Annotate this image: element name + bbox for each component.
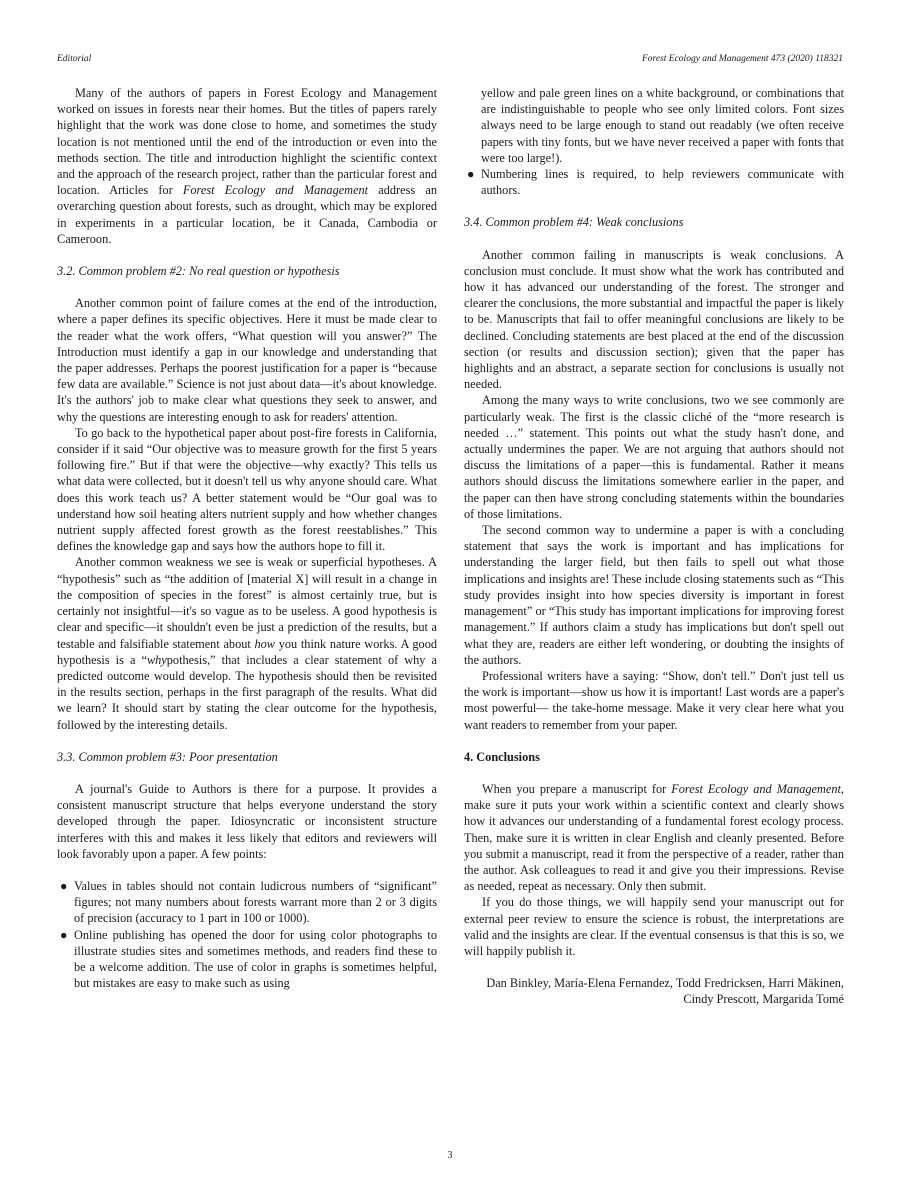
section-3-4-paragraph-1: Another common failing in manuscripts is weak conclusions. A conclusion must conclude. It must show what the work has contributed and how it has advanced our understanding of the forest. The stronger and clearer the conclusions, the more substantial and impactful the paper is likely to be. Manuscripts that fail to offer meaningful conclusions are likely to be declined. Concluding statements are best placed at the end of the discussion section (or results and discussion section); given that the paper has highlights and an abstract, a separate section for conclusions is usually not needed.	[464, 247, 844, 392]
running-head	[57, 52, 843, 66]
section-4-heading: 4. Conclusions	[464, 749, 540, 764]
section-3-2-paragraph-1: Another common point of failure comes at the end of the introduction, where a paper defines its specific objectives. Here it must be made clear to the reader what the work offers, “What question will you answer?” The Introduction must identify a gap in our knowledge and understanding that the paper addresses. Perhaps the poorest justification for a paper is “because few data are available.” Science is not just about data—it's about knowledge. It's the authors' job to make clear what questions they seek to answer, and why the questions are interesting enough to ask for readers' attention.	[57, 296, 437, 424]
bullet-item-color-continued: yellow and pale green lines on a white background, or combinations that are indistinguishable to people who see only limited colors. Font sizes always need to be large enough to stand out readably (we often receive papers with tiny fonts, but we have never received a paper with fonts that were too large!).	[481, 86, 844, 165]
right-column	[464, 85, 844, 1008]
presentation-bullet-list	[57, 878, 437, 991]
section-3-2-paragraph-3: Another common weakness we see is weak or superficial hypotheses. A “hypothesis” such as “the addition of [material X] will result in a change in the composition of species in the forest” is almost certainly true, but is certainly not insightful—it's so vague as to be useless. A good hypothesis is clear and specific—it shouldn't even be just a prediction of the results, but a testable and falsifiable statement about how you think nature works. A good hypothesis is a “whypothesis,” that includes a clear statement of why a predicted outcome would develop. The hypothesis should then be revisited in the results section, perhaps in the first paragraph of the results. What did we learn? It should start by stating the clear outcome for the hypothesis, followed by the interesting details.	[57, 555, 437, 732]
section-4-paragraph-2: If you do those things, we will happily send your manuscript out for external peer review to ensure the science is robust, the interpretations are valid and the insights are clear. If the eventual consensus is that this is so, we will happily publish it.	[464, 895, 844, 958]
author-list	[464, 975, 844, 1007]
bullet-item-tables: ● Values in tables should not contain ludicrous numbers of “significant” figures; not many numbers about forests warrant more than 2 or 3 digits of precision (accuracy to 1 part in 100 or 1000).	[60, 878, 437, 926]
author-line-1: Dan Binkley, María-Elena Fernandez, Todd Fredricksen, Harri Mäkinen,	[486, 976, 844, 991]
bullet-icon: ●	[60, 927, 68, 942]
running-head-journal-section: Editorial	[57, 54, 92, 64]
bullet-item-color: ● Online publishing has opened the door for using color photographs to illustrate studies sites and sometimes methods, and readers find these to be a welcome addition. The use of color in graphs is sometimes helpful, but mistakes are easy to make such as using	[60, 927, 437, 991]
running-head-citation: Forest Ecology and Management 473 (2020) 118321	[641, 54, 843, 64]
section-3-3-paragraph-1: A journal's Guide to Authors is there for a purpose. It provides a consistent manuscript structure that helps everyone understand the story developed through the paper. Idiosyncratic or inconsistent structure interferes with this and makes it less likely that editors and reviewers will look favorably upon a paper. A few points:	[57, 781, 437, 861]
page-number: 3	[447, 1150, 453, 1161]
section-3-4-paragraph-2: Among the many ways to write conclusions, two we see commonly are particularly weak. The first is the classic cliché of the “more research is needed …” statement. This points out what the study hasn't done, and actually undermines the paper. We are not arguing that authors should not discuss the limitations of a paper—this is fundamental. Rather it means authors should discuss the limitations somewhere earlier in the paper, and the paper can then have strong concluding statements within the boundaries of those limitations.	[464, 393, 844, 521]
bullet-item-line-numbering: ● Numbering lines is required, to help reviewers communicate with authors.	[467, 167, 844, 198]
section-3-4-paragraph-3: The second common way to undermine a paper is with a concluding statement that says the work is important and has implications for understanding the larger field, but then fails to spell out what those implications and insights are! These include closing statements such as “This study provides insight into how species diversity is important in forest management” or “This study has important implications for improving forest management.” If authors claim a study has implications but don't spell out what they are, readers are either left wondering, or doubting the insights of the authors.	[464, 523, 844, 667]
section-3-3-heading: 3.3. Common problem #3: Poor presentation	[57, 749, 278, 764]
left-column	[57, 85, 437, 991]
section-3-4-paragraph-4: Professional writers have a saying: “Show, don't tell.” Don't just tell us the work is important—show us how it is important! Last words are a paper's most powerful— the take-home message. Make it very clear here what you want readers to remember from your paper.	[464, 668, 844, 732]
bullet-icon: ●	[467, 167, 475, 182]
intro-paragraph: Many of the authors of papers in Forest Ecology and Management worked on issues in forests near their homes. But the titles of papers rarely highlight that the work was done close to home, and sometimes the study location is not mentioned until the end of the introduction or even into the methods section. The title and introduction highlight the scientific context and the approach of the research project, rather than the particular forest and location. Articles for Forest Ecology and Management address an overarching question about forests, such as drought, which may be explored in experiments in a particular location, be it Canada, Cambodia or Cameroon.	[57, 86, 437, 246]
section-4-paragraph-1: When you prepare a manuscript for Forest Ecology and Management, make sure it puts your work within a scientific context and clearly shows how it advances our understanding of a fundamental forest ecology process. Then, make sure it is written in clear English and cleanly presented. Before you submit a manuscript, read it from the perspective of a reader, rather than the author. Ask colleagues to read it and give you their impressions. Revise as needed, repeat as necessary. Only then submit.	[464, 781, 844, 894]
section-3-2-heading: 3.2. Common problem #2: No real question or hypothesis	[57, 264, 340, 279]
presentation-bullet-list-continued	[464, 85, 844, 198]
author-line-2: Cindy Prescott, Margarida Tomé	[683, 992, 844, 1007]
section-3-2-paragraph-2: To go back to the hypothetical paper about post-fire forests in California, consider if it said “Our objective was to measure growth for the first 5 years following fire.” But if that were the objective—why exactly? This tells us what data were collected, but it doesn't tell us why anyone should care. What does this work teach us? A better statement would be “Our goal was to understand how soil heating alters nutrient supply and how whether changes nutrient supply affected forest growth as the forest reestablishes.” This defines the knowledge gap and says how the authors hope to fill it.	[57, 425, 437, 554]
bullet-icon: ●	[60, 878, 68, 893]
section-3-4-heading: 3.4. Common problem #4: Weak conclusions	[464, 215, 684, 230]
